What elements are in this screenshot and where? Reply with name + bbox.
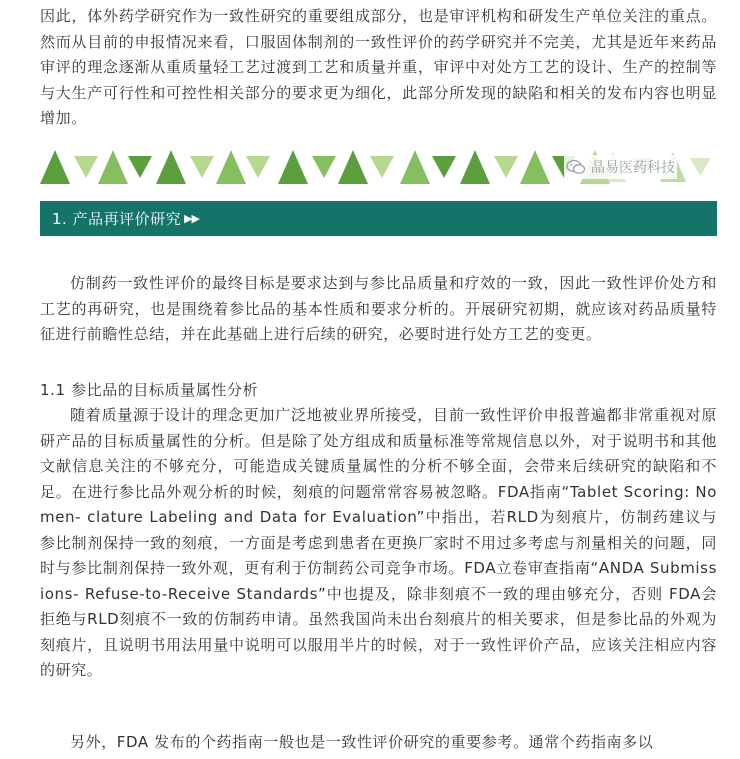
- triangle-ornament: [190, 156, 214, 178]
- intro-paragraph: 因此，体外药学研究作为一致性研究的重要组成部分，也是审评机构和研发生产单位关注的重点。然而从目前的申报情况来看，口服固体制剂的一致性评价的药学研究并不完美，尤其是近年来药品审评的理念逐渐从重质量轻工艺过渡到工艺和质量并重，审评中对处方工艺的设计、生产的控制等与大生产可行性和可控性相关部分的要求更为细化，此部分所发现的缺陷和相关的发布内容也明显增加。: [40, 7, 717, 127]
- paragraph-1: 仿制药一致性评价的最终目标是要求达到与参比品质量和疗效的一致，因此一致性评价处方和工艺的再研究，也是围绕着参比品的基本性质和要求分析的。开展研究初期，就应该对药品质量特征进行前瞻性总结，并在此基础上进行后续的研究，必要时进行处方工艺的变更。: [40, 274, 717, 343]
- subheading-1-1: 1.1 参比品的目标质量属性分析: [40, 381, 259, 399]
- triangle-ornament: [494, 156, 518, 178]
- triangle-ornament: [338, 150, 368, 184]
- triangle-ornament: [400, 150, 430, 184]
- triangle-ornament: [74, 156, 98, 178]
- triangle-ornament: [312, 156, 336, 178]
- triangle-ornament: [246, 156, 270, 178]
- wechat-icon: [566, 159, 586, 175]
- triangle-ornament: [98, 150, 128, 184]
- watermark: [564, 155, 677, 179]
- triangle-ornament: [432, 156, 456, 178]
- paragraph-2: 随着质量源于设计的理念更加广泛地被业界所接受，目前一致性评价申报普遍都非常重视对原研产品的目标质量属性的分析。但是除了处方组成和质量标准等常规信息以外，对于说明书和其他文献信息关注的不够充分，可能造成关键质量属性的分析不够全面，会带来后续研究的缺陷和不足。在进行参比品外观分析的时候，刻痕的问题常常容易被忽略。FDA指南“Tablet Scoring: Nomen- clature Labeling and Data for Evaluation”中指出，若RLD为刻痕片，仿制药建议与参比制剂保持一致的刻痕，一方面是考虑到患者在更换厂家时不用过多考虑与剂量相关的问题，同时与参比制剂保持一致外观，更有利于仿制药公司竞争市场。FDA立卷审查指南“ANDA Submissions- Refuse-to-Receive Standards”中也提及，除非刻痕不一致的理由够充分，否则 FDA会拒绝与RLD刻痕不一致的仿制药申请。虽然我国尚未出台刻痕片的相关要求，但是参比品的外观为刻痕片，且说明书用法用量中说明可以服用半片的时候，对于一致性评价产品，应该关注相应内容的研究。: [40, 406, 717, 679]
- section-title: 1. 产品再评价研究: [52, 210, 182, 228]
- triangle-ornament: [520, 150, 550, 184]
- section-heading-bar: [40, 201, 717, 236]
- triangle-ornament: [40, 150, 70, 184]
- paragraph-3: 另外，FDA 发布的个药指南一般也是一致性评价研究的重要参考。通常个药指南多以: [70, 733, 654, 751]
- triangle-ornament: [460, 150, 490, 184]
- triangle-ornament: [156, 150, 186, 184]
- triangle-ornament: [216, 150, 246, 184]
- triangle-ornament: [128, 156, 152, 178]
- triangle-ornament: [278, 150, 308, 184]
- double-arrow-icon: ▶▶: [184, 212, 200, 225]
- triangle-ornament: [690, 158, 711, 176]
- watermark-text: 晶易医药科技: [591, 160, 675, 176]
- triangle-ornament: [370, 156, 394, 178]
